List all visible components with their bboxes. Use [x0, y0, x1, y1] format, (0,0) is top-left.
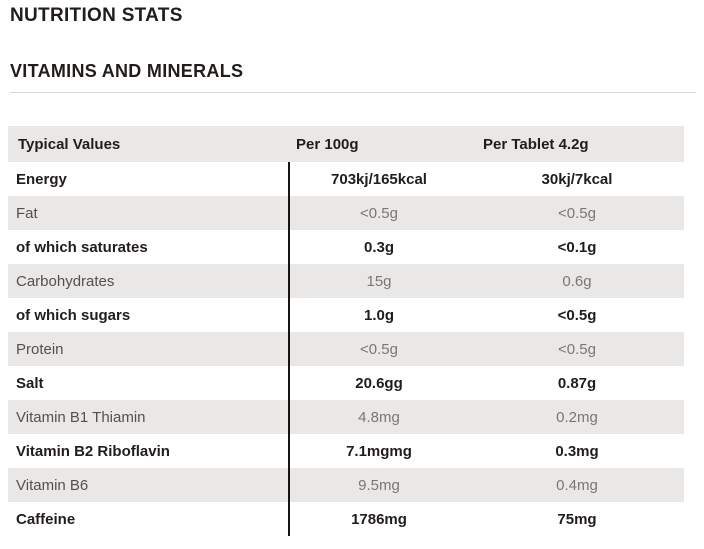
section-divider — [10, 92, 696, 93]
column-header-per-100g: Per 100g — [296, 135, 359, 153]
cell-label: Vitamin B1 Thiamin — [16, 408, 146, 426]
table-body — [8, 162, 684, 536]
cell-per-100g: 15g — [366, 272, 392, 290]
column-rule — [288, 162, 290, 536]
cell-per-100g: 703kj/165kcal — [331, 170, 427, 188]
cell-label: of which sugars — [16, 306, 131, 324]
cell-per-100g: 0.3g — [363, 238, 394, 256]
page-title: NUTRITION STATS — [10, 5, 183, 26]
cell-per-tablet: <0.5g — [557, 306, 597, 324]
cell-per-100g: 9.5mg — [358, 476, 400, 494]
cell-label: Vitamin B6 — [16, 476, 89, 494]
table-row — [8, 332, 684, 366]
column-header-per-tablet: Per Tablet 4.2g — [483, 135, 589, 153]
table-row — [8, 230, 684, 264]
cell-per-tablet: 0.3mg — [555, 442, 599, 460]
table-header-row — [8, 126, 684, 162]
cell-label: Caffeine — [16, 510, 76, 528]
table-row — [8, 468, 684, 502]
cell-per-tablet: 75mg — [557, 510, 597, 528]
cell-per-100g: <0.5g — [360, 204, 398, 222]
cell-per-100g: 1.0g — [363, 306, 394, 324]
cell-per-100g: 20.6gg — [355, 374, 403, 392]
table-row — [8, 434, 684, 468]
cell-per-tablet: <0.5g — [558, 340, 596, 358]
cell-per-tablet: 0.6g — [562, 272, 592, 290]
table-row — [8, 298, 684, 332]
cell-label: Fat — [16, 204, 38, 222]
table-row — [8, 264, 684, 298]
cell-per-tablet: <0.5g — [558, 204, 596, 222]
cell-per-100g: 7.1mgmg — [346, 442, 412, 460]
column-header-typical-values: Typical Values — [18, 135, 121, 153]
cell-label: Energy — [16, 170, 67, 188]
cell-per-tablet: 0.87g — [557, 374, 597, 392]
cell-per-tablet: 0.4mg — [556, 476, 598, 494]
nutrition-table — [8, 126, 684, 536]
cell-label: Salt — [16, 374, 44, 392]
cell-per-tablet: 30kj/7kcal — [541, 170, 613, 188]
cell-per-100g: <0.5g — [360, 340, 398, 358]
cell-per-100g: 1786mg — [351, 510, 407, 528]
cell-label: of which saturates — [16, 238, 148, 256]
table-row — [8, 400, 684, 434]
cell-per-100g: 4.8mg — [358, 408, 400, 426]
cell-per-tablet: <0.1g — [557, 238, 597, 256]
table-row — [8, 502, 684, 536]
table-row — [8, 196, 684, 230]
section-title: VITAMINS AND MINERALS — [10, 61, 244, 81]
table-row — [8, 366, 684, 400]
table-row — [8, 162, 684, 196]
cell-per-tablet: 0.2mg — [556, 408, 598, 426]
cell-label: Protein — [16, 340, 64, 358]
cell-label: Carbohydrates — [16, 272, 115, 290]
cell-label: Vitamin B2 Riboflavin — [16, 442, 170, 460]
